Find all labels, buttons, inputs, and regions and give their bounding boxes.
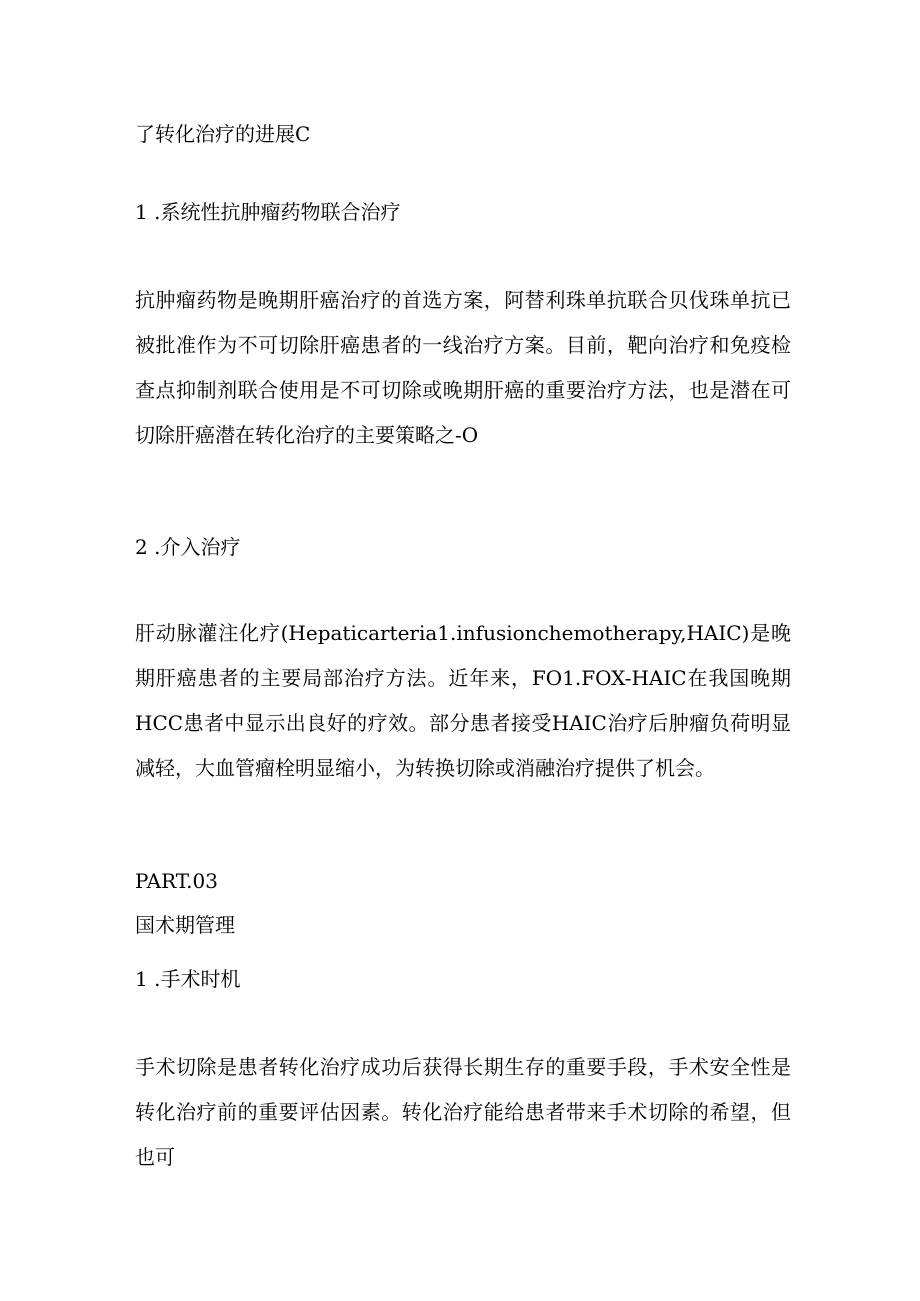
- intro-line: 了转化治疗的进展C: [135, 122, 311, 146]
- part-label: PART.03: [135, 869, 218, 893]
- section-3-paragraph: 手术切除是患者转化治疗成功后获得长期生存的重要手段，手术安全性是转化治疗前的重要评估因素。转化治疗能给患者带来手术切除的希望，但也可: [135, 1055, 791, 1169]
- part-title: 国术期管理: [135, 913, 235, 937]
- section-1-heading: 1 .系统性抗肿瘤药物联合治疗: [135, 200, 401, 224]
- section-2-heading: 2 .介入治疗: [135, 535, 241, 559]
- section-3-heading: 1 .手术时机: [135, 967, 241, 991]
- section-2-paragraph: 肝动脉灌注化疗(Hepaticarteria1.infusionchemotherapy,HAIC)是晚期肝癌患者的主要局部治疗方法。近年来，FO1.FOX-HAIC在我国晚期HCC患者中显示出良好的疗效。部分患者接受HAIC治疗后肿瘤负荷明显减轻，大血管瘤栓明显缩小，为转换切除或消融治疗提供了机会。: [135, 621, 791, 780]
- section-1-paragraph: 抗肿瘤药物是晚期肝癌治疗的首选方案，阿替利珠单抗联合贝伐珠单抗已被批准作为不可切除肝癌患者的一线治疗方案。目前，靶向治疗和免疫检查点抑制剂联合使用是不可切除或晚期肝癌的重要治疗方法，也是潜在可切除肝癌潜在转化治疗的主要策略之-O: [135, 288, 791, 447]
